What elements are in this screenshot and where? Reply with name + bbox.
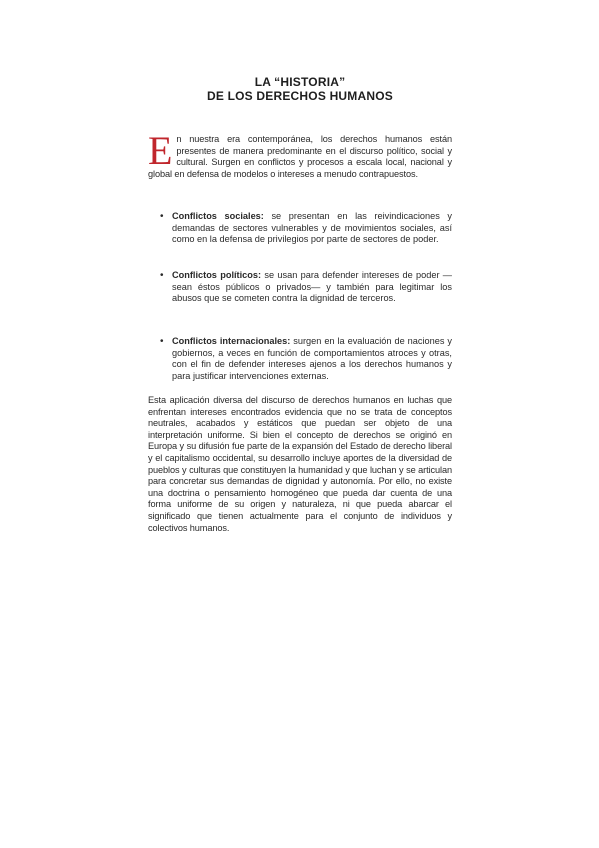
bullet-icon: •: [160, 270, 164, 281]
closing-paragraph: Esta aplicación diversa del discurso de derechos humanos en luchas que enfrentan intereses encontrados evidencia que no se trata de conceptos neutrales, acabados y estáticos que puedan ser objeto de una interpretación uniforme. Si bien el concepto de derechos se originó en Europa y su difusión fue parte de la expansión del Estado de derecho liberal y el capitalismo occidental, su desarrollo incluye aportes de la diversidad de pueblos y culturas que constituyen la humanidad y que luchan y se articulan para concretar sus demandas de dignidad y autonomía. Por ello, no existe una doctrina o pensamiento homogéneo que pueda dar cuenta de una forma uniforme de su origen y naturaleza, ni que pueda abarcar el significado que tienen actualmente para el conjunto de individuos y colectivos humanos.: [148, 395, 452, 533]
list-item: [160, 211, 452, 246]
title-line-2: DE LOS DERECHOS HUMANOS: [207, 88, 393, 103]
list-item: [160, 336, 452, 382]
title-line-1: LA “HISTORIA”: [254, 75, 346, 89]
bullet-icon: •: [160, 336, 164, 347]
list-item-heading: Conflictos sociales:: [172, 211, 264, 221]
drop-cap: E: [148, 128, 173, 173]
intro-paragraph: [148, 128, 452, 180]
intro-text: n nuestra era contemporánea, los derechos humanos están presentes de manera predominante en el discurso político, social y cultural. Surgen en conflictos y procesos a escala local, nacional y global en defensa de modelos o intereses a menudo contrapuestos.: [148, 134, 452, 179]
list-item: [160, 270, 452, 305]
list-item-text: se usan para defender intereses de poder —sean éstos públicos o privados— y también para legitimar los abusos que se cometen contra la dignidad de terceros.: [172, 270, 452, 304]
list-item-text: se presentan en las reivindicaciones y demandas de sectores vulnerables y de movimientos sociales, así como en la defensa de privilegios por parte de sectores de poder.: [172, 211, 453, 245]
bullet-icon: •: [160, 211, 164, 222]
list-item-heading: Conflictos internacionales:: [172, 336, 291, 346]
list-item-heading: Conflictos políticos:: [172, 270, 262, 280]
page-title: [150, 76, 450, 103]
list-item-text: surgen en la evaluación de naciones y gobiernos, a veces en función de comportamientos atroces y otras, con el fin de defender intereses ajenos a los derechos humanos y para justificar intervenciones externas.: [172, 336, 452, 381]
